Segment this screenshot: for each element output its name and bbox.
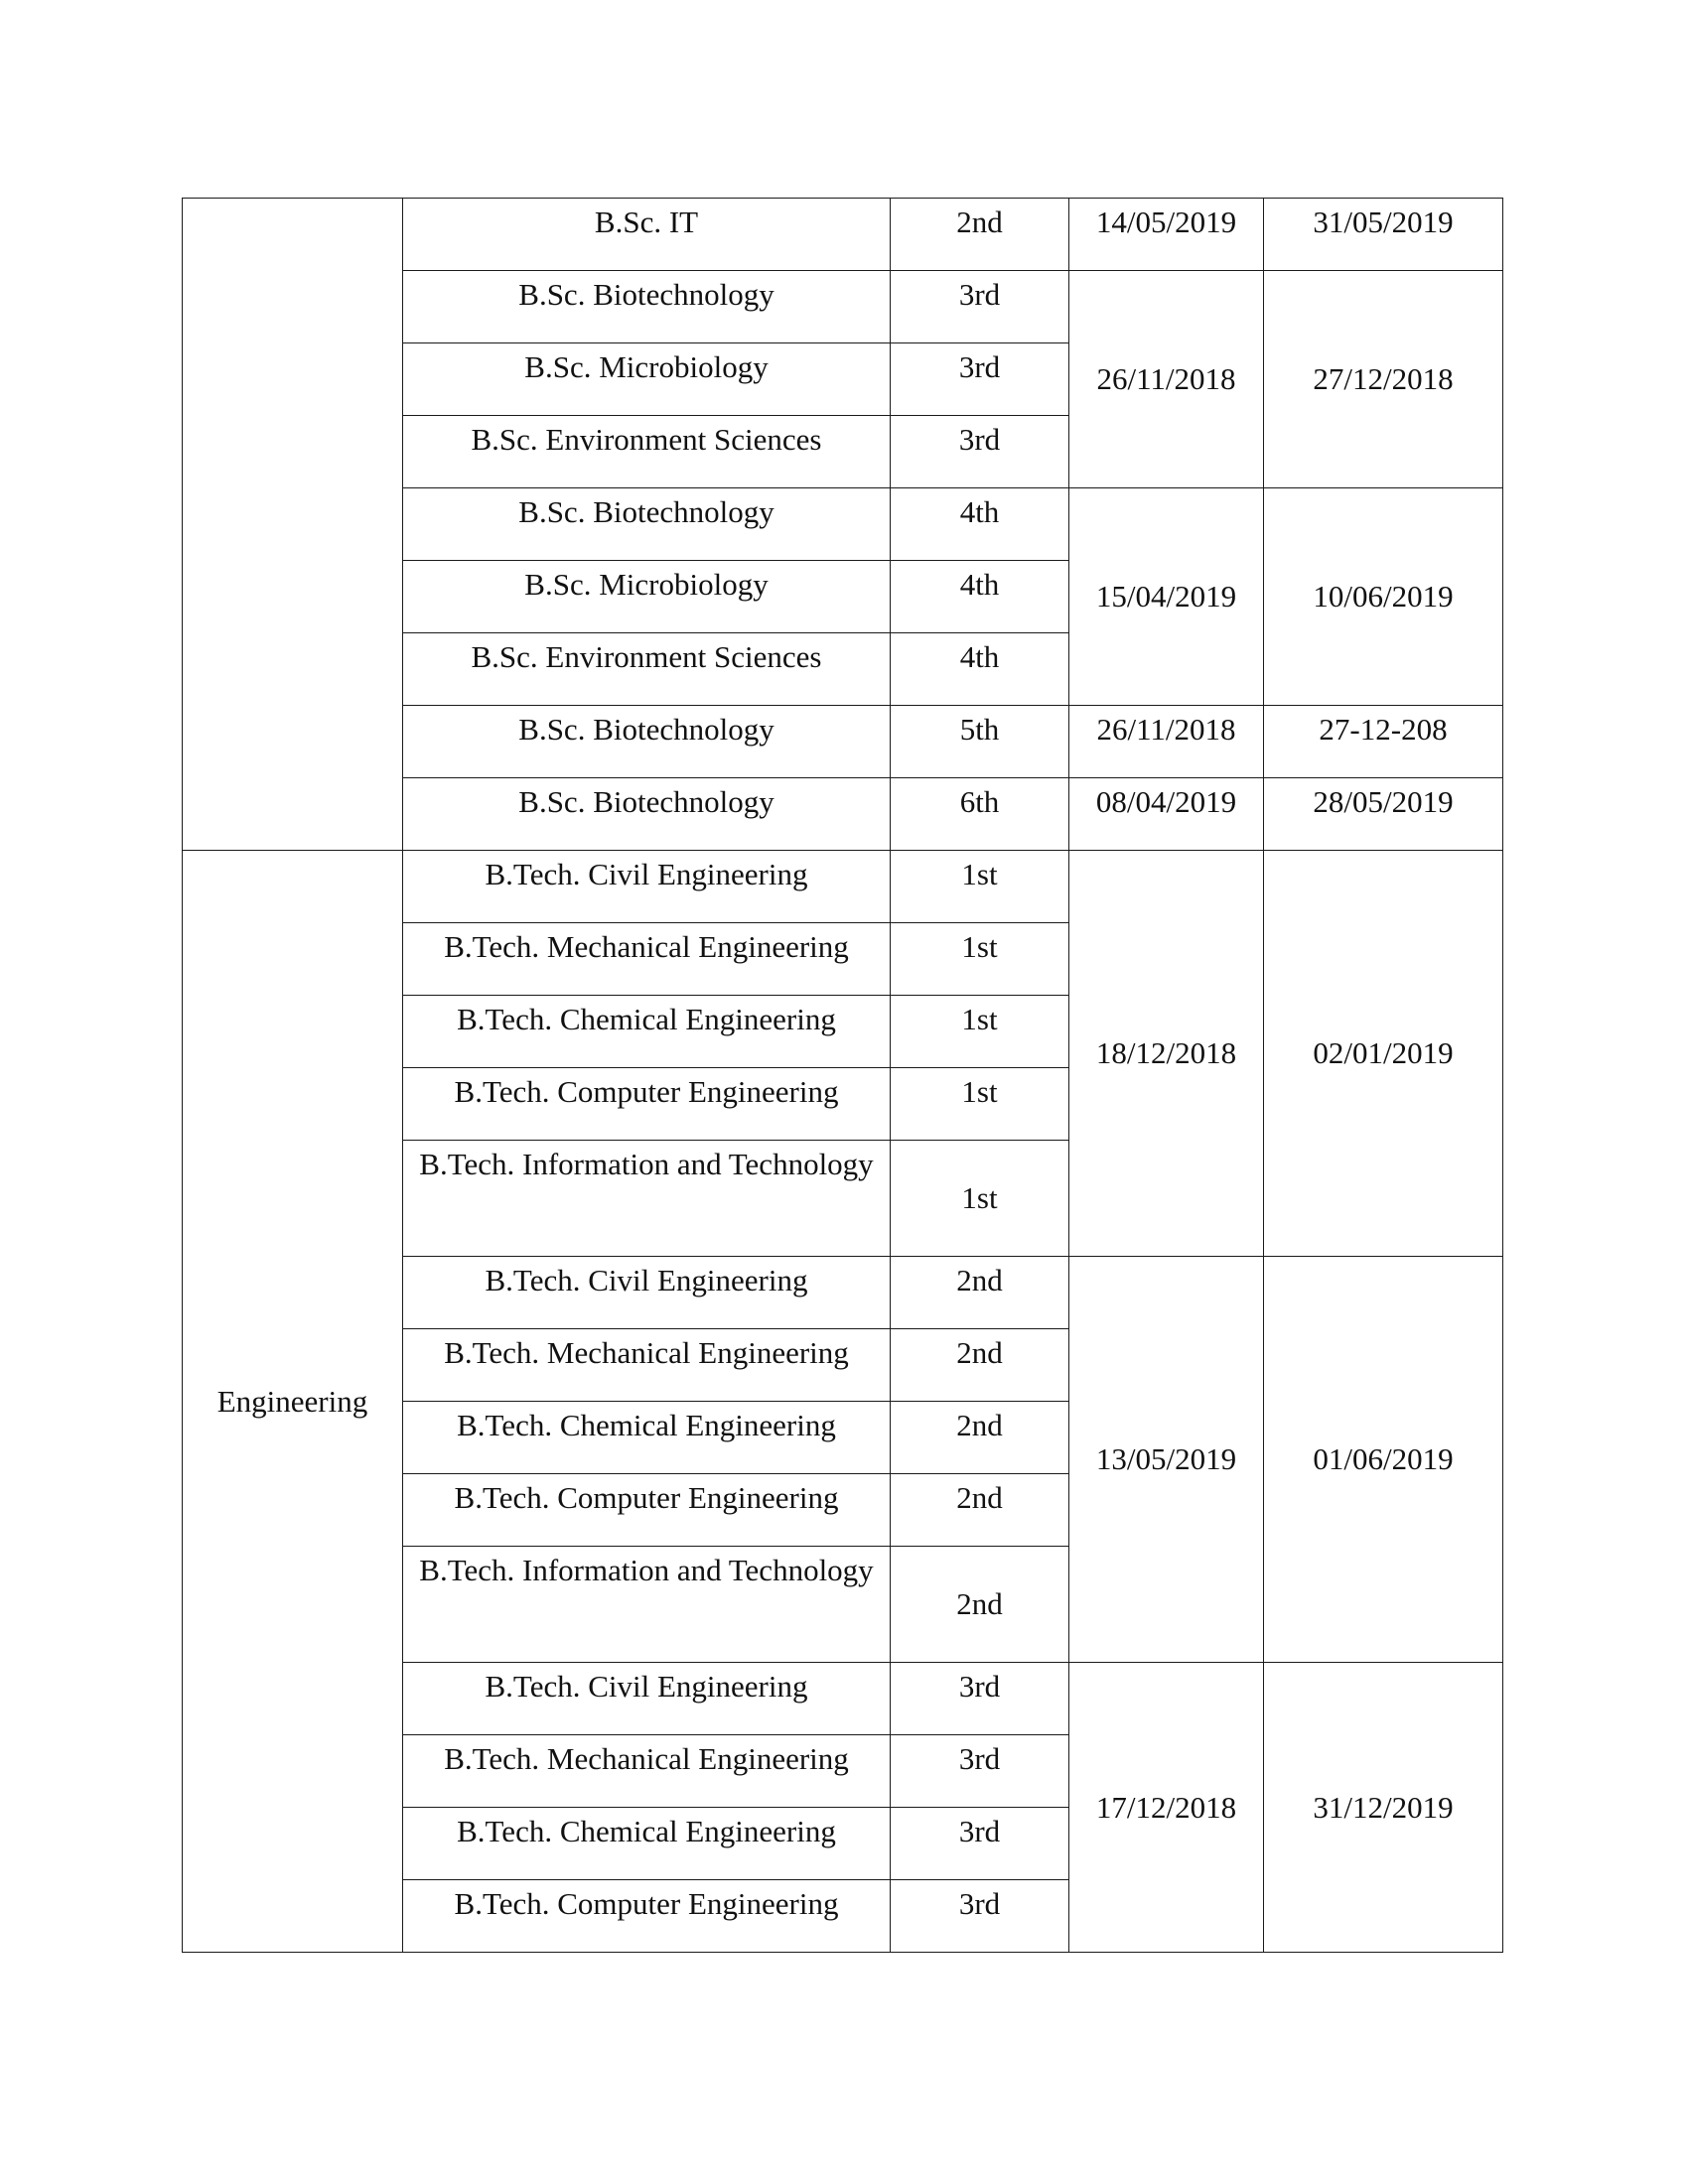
semester-cell: 1st	[891, 1068, 1069, 1141]
semester-cell: 3rd	[891, 1880, 1069, 1953]
department-cell	[183, 199, 403, 851]
course-cell: B.Sc. Environment Sciences	[403, 416, 891, 488]
start-date-cell: 26/11/2018	[1069, 706, 1264, 778]
semester-cell: 1st	[891, 923, 1069, 996]
start-date-cell: 26/11/2018	[1069, 271, 1264, 488]
semester-cell: 2nd	[891, 1547, 1069, 1663]
semester-cell: 1st	[891, 1141, 1069, 1257]
end-date-cell: 27-12-208	[1264, 706, 1503, 778]
end-date-cell: 01/06/2019	[1264, 1257, 1503, 1663]
course-cell: B.Sc. Biotechnology	[403, 778, 891, 851]
semester-cell: 4th	[891, 488, 1069, 561]
end-date-cell: 02/01/2019	[1264, 851, 1503, 1257]
semester-cell: 1st	[891, 851, 1069, 923]
table-row	[183, 851, 1503, 923]
semester-cell: 3rd	[891, 343, 1069, 416]
semester-cell: 2nd	[891, 1257, 1069, 1329]
course-cell: B.Tech. Mechanical Engineering	[403, 1329, 891, 1402]
course-cell: B.Sc. Microbiology	[403, 343, 891, 416]
course-cell: B.Tech. Information and Technology	[403, 1547, 891, 1663]
semester-cell: 2nd	[891, 1402, 1069, 1474]
course-cell: B.Tech. Information and Technology	[403, 1141, 891, 1257]
semester-cell: 3rd	[891, 271, 1069, 343]
course-cell: B.Tech. Mechanical Engineering	[403, 1735, 891, 1808]
start-date-cell: 15/04/2019	[1069, 488, 1264, 706]
course-cell: B.Sc. Biotechnology	[403, 271, 891, 343]
course-cell: B.Tech. Computer Engineering	[403, 1880, 891, 1953]
end-date-cell: 31/12/2019	[1264, 1663, 1503, 1953]
end-date-cell: 31/05/2019	[1264, 199, 1503, 271]
course-cell: B.Sc. Environment Sciences	[403, 633, 891, 706]
semester-cell: 3rd	[891, 1735, 1069, 1808]
semester-cell: 2nd	[891, 1329, 1069, 1402]
start-date-cell: 13/05/2019	[1069, 1257, 1264, 1663]
start-date-cell: 14/05/2019	[1069, 199, 1264, 271]
course-cell: B.Tech. Chemical Engineering	[403, 996, 891, 1068]
end-date-cell: 28/05/2019	[1264, 778, 1503, 851]
semester-cell: 5th	[891, 706, 1069, 778]
course-cell: B.Tech. Chemical Engineering	[403, 1402, 891, 1474]
course-cell: B.Tech. Civil Engineering	[403, 1663, 891, 1735]
table-row	[183, 199, 1503, 271]
semester-cell: 2nd	[891, 1474, 1069, 1547]
course-cell: B.Tech. Computer Engineering	[403, 1068, 891, 1141]
semester-cell: 1st	[891, 996, 1069, 1068]
semester-cell: 4th	[891, 561, 1069, 633]
course-cell: B.Tech. Chemical Engineering	[403, 1808, 891, 1880]
course-cell: B.Sc. IT	[403, 199, 891, 271]
semester-cell: 3rd	[891, 1808, 1069, 1880]
course-cell: B.Sc. Microbiology	[403, 561, 891, 633]
semester-cell: 6th	[891, 778, 1069, 851]
start-date-cell: 17/12/2018	[1069, 1663, 1264, 1953]
course-cell: B.Tech. Mechanical Engineering	[403, 923, 891, 996]
semester-cell: 3rd	[891, 416, 1069, 488]
semester-cell: 2nd	[891, 199, 1069, 271]
course-cell: B.Tech. Civil Engineering	[403, 1257, 891, 1329]
course-cell: B.Tech. Civil Engineering	[403, 851, 891, 923]
course-cell: B.Sc. Biotechnology	[403, 706, 891, 778]
department-cell: Engineering	[183, 851, 403, 1953]
start-date-cell: 18/12/2018	[1069, 851, 1264, 1257]
semester-cell: 3rd	[891, 1663, 1069, 1735]
end-date-cell: 10/06/2019	[1264, 488, 1503, 706]
course-cell: B.Tech. Computer Engineering	[403, 1474, 891, 1547]
course-cell: B.Sc. Biotechnology	[403, 488, 891, 561]
start-date-cell: 08/04/2019	[1069, 778, 1264, 851]
semester-cell: 4th	[891, 633, 1069, 706]
end-date-cell: 27/12/2018	[1264, 271, 1503, 488]
exam-schedule-table	[182, 198, 1503, 1953]
